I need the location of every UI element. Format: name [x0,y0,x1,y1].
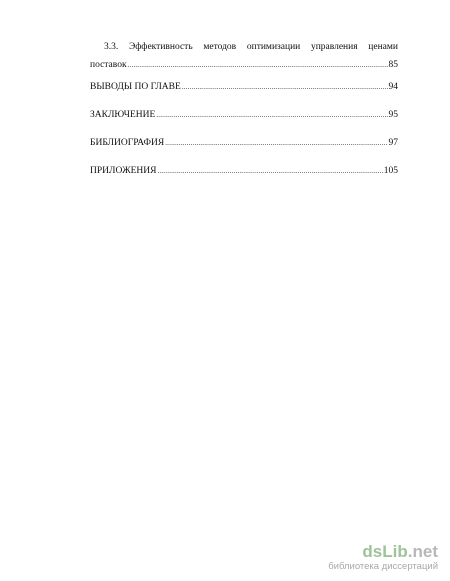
toc-page-number: 105 [383,166,398,176]
dot-leader [165,136,387,150]
toc-page-number: 97 [388,138,398,148]
section-number: 3.3. [104,42,119,52]
table-of-contents [90,40,398,178]
toc-page-number: 85 [388,60,398,70]
logo-tagline: библиотека диссертаций [328,561,438,572]
toc-entry-bibliography[interactable] [90,136,398,150]
logo-brand: dsLib [362,542,408,561]
title-word: Эффективность [128,42,193,52]
toc-entry-title-line1 [90,40,398,54]
dot-leader [156,108,387,122]
toc-entry-title: БИБЛИОГРАФИЯ [90,138,165,148]
title-word: оптимизации [246,42,301,52]
dslib-logo [308,543,438,561]
toc-entry-appendices[interactable] [90,164,398,178]
dot-leader [128,58,388,72]
dot-leader [157,164,382,178]
dot-leader [182,80,388,94]
toc-entry-title: ЗАКЛЮЧЕНИЕ [90,110,156,120]
toc-entry-title: ПРИЛОЖЕНИЯ [90,166,157,176]
toc-page-number: 94 [388,82,398,92]
title-word: управления [310,42,358,52]
toc-entry-title: поставок [90,60,127,70]
title-word: ценами [368,42,398,52]
logo-suffix: .net [407,542,438,561]
title-word: методов [203,42,237,52]
toc-entry-conclusions-chapter[interactable] [90,80,398,94]
toc-entry-title-line2 [90,58,398,72]
toc-page-number: 95 [388,110,398,120]
toc-entry-3-3[interactable] [90,40,398,72]
toc-entry-title: ВЫВОДЫ ПО ГЛАВЕ [90,82,181,92]
dslib-watermark [308,543,438,573]
toc-entry-conclusion[interactable] [90,108,398,122]
